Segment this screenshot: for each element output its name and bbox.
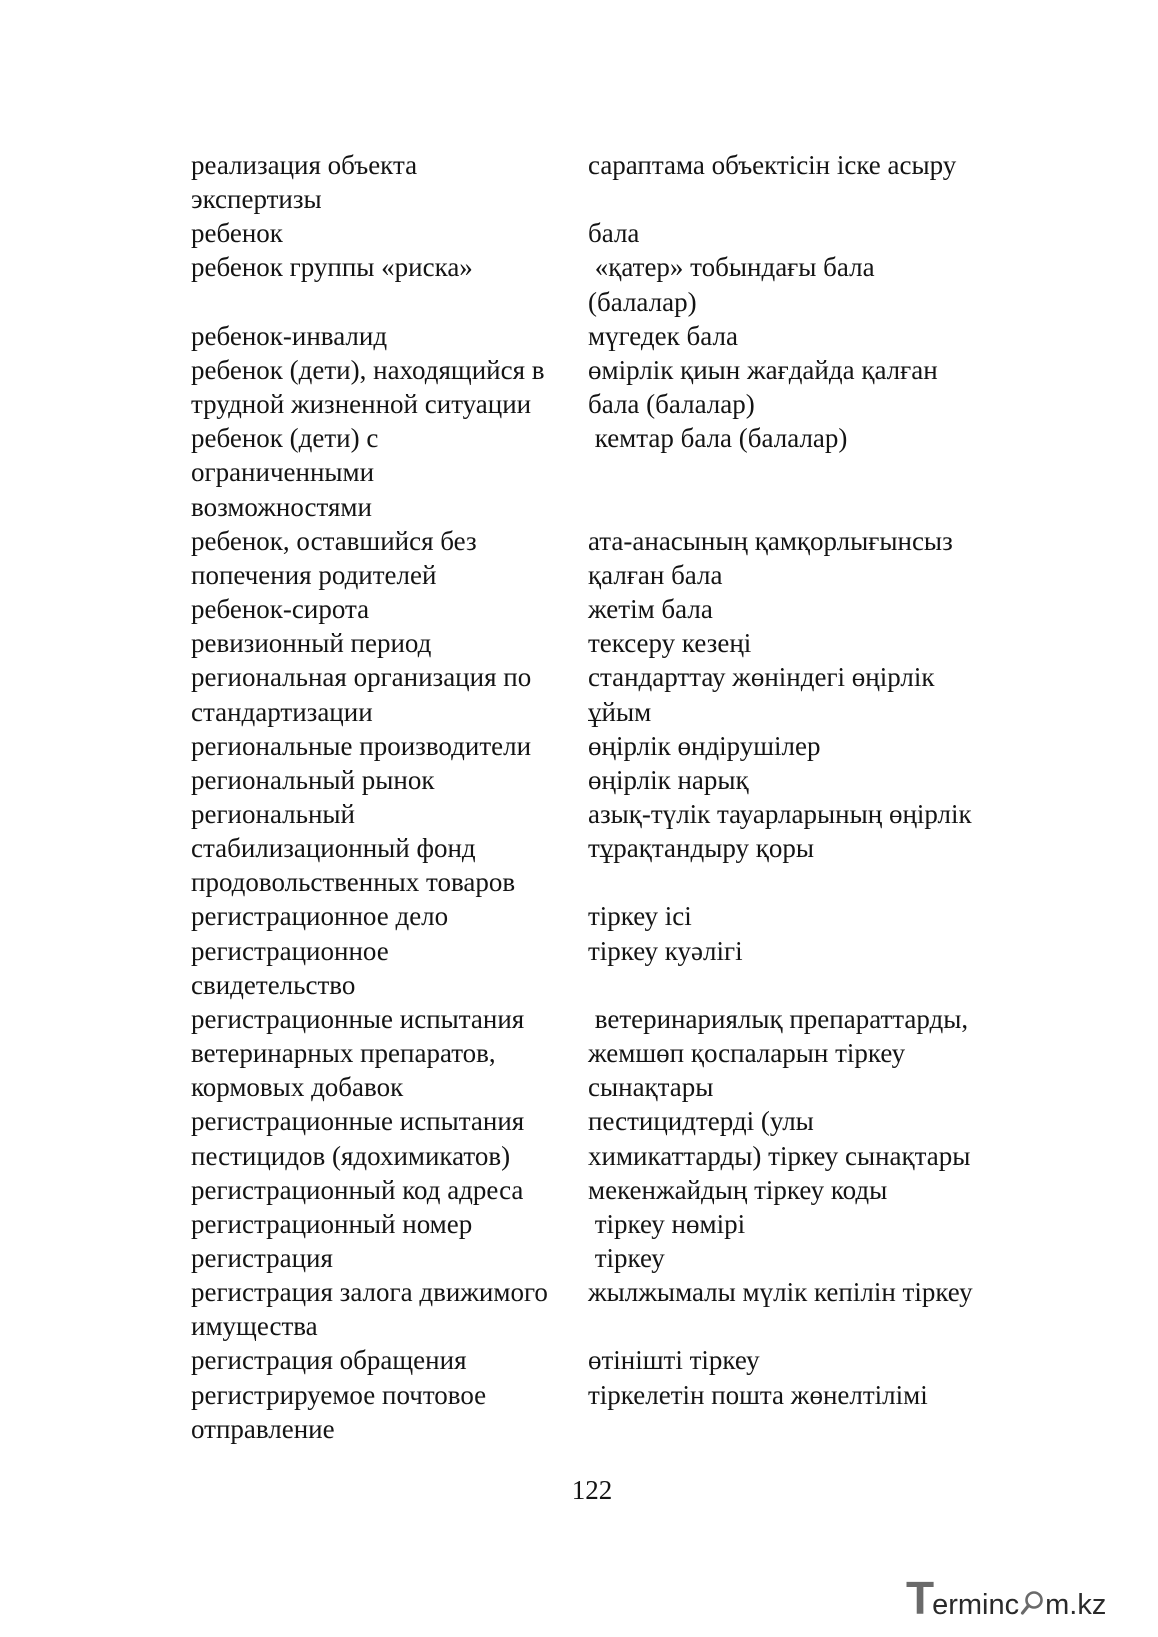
page-number: 122 [571,1475,613,1505]
russian-term-line: ребенок-инвалид [191,320,388,351]
russian-term-line: реализация объекта [191,150,418,180]
russian-term-line: стандартизации [191,696,373,727]
kazakh-term-line: мүгедек бала [588,320,738,351]
kazakh-term [588,592,1008,626]
russian-term [191,899,588,933]
kazakh-term [588,1002,1008,1104]
russian-term [191,421,588,523]
russian-term-line: региональный [191,798,356,829]
dictionary-entry [191,216,1011,250]
russian-term [191,1378,588,1446]
kazakh-term [588,1275,1008,1343]
kazakh-term [588,148,1008,216]
dictionary-entry [191,626,1011,660]
russian-term [191,763,588,797]
kazakh-term [588,1378,1008,1446]
russian-term-line: ограниченными [191,457,375,488]
russian-term [191,1275,588,1343]
dictionary-entries [191,148,1011,1446]
russian-term-line: кормовых добавок [191,1072,404,1103]
dictionary-entry [191,1343,1011,1377]
dictionary-entry [191,1173,1011,1207]
kazakh-term-line: тіркелетін пошта жөнелтілімі [588,1379,928,1410]
russian-term [191,660,588,728]
kazakh-term-line: жетім бала [588,594,713,625]
kazakh-term [588,1104,1008,1172]
dictionary-entry [191,934,1011,1002]
kazakh-term-line: тұрақтандыру қоры [588,833,814,864]
russian-term-line: ребенок-сирота [191,594,370,625]
magnifier-icon [1020,1590,1044,1616]
logo-letter-t: T [906,1572,935,1624]
dictionary-entry [191,592,1011,626]
kazakh-term [588,353,1008,421]
kazakh-term-line: қалған бала [588,559,723,590]
kazakh-term-line: стандарттау жөніндегі өңірлік [588,662,935,693]
russian-term-line: регистрация залога движимого [191,1277,548,1308]
russian-term-line: имущества [191,1311,318,1342]
russian-term-line: ветеринарных препаратов, [191,1038,496,1069]
russian-term-line: ребенок группы «риска» [191,252,473,283]
russian-term-line: ребенок, оставшийся без [191,525,477,556]
kazakh-term [588,319,1008,353]
russian-term [191,353,588,421]
kazakh-term-line: өмірлік қиын жағдайда қалған [588,354,938,385]
russian-term-line: возможностями [191,491,372,522]
kazakh-term-line: тіркеу ісі [588,901,692,932]
kazakh-term-line: тексеру кезеңі [588,628,752,659]
russian-term [191,934,588,1002]
kazakh-term-line: бала (балалар) [588,389,755,420]
russian-term [191,1207,588,1241]
russian-term [191,1104,588,1172]
russian-term-line: региональная организация по [191,662,532,693]
kazakh-term-line: тіркеу куәлігі [588,935,743,966]
russian-term-line: ревизионный период [191,628,432,659]
kazakh-term-line: кемтар бала (балалар) [588,423,848,454]
dictionary-entry [191,1275,1011,1343]
kazakh-term-line: (балалар) [588,286,697,317]
russian-term-line: ребенок (дети) с [191,423,379,454]
russian-term-line: регистрационные испытания [191,1003,525,1034]
russian-term-line: регистрационный номер [191,1208,473,1239]
kazakh-term [588,763,1008,797]
kazakh-term-line: өтінішті тіркеу [588,1345,760,1376]
russian-term [191,1343,588,1377]
kazakh-term-line: өңірлік өндірушілер [588,730,821,761]
russian-term-line: регистрируемое почтовое [191,1379,487,1410]
russian-term-line: ребенок (дети), находящийся в [191,354,545,385]
russian-term-line: регистрация [191,1243,333,1273]
russian-term-line: экспертизы [191,184,322,215]
kazakh-term [588,1241,1008,1275]
dictionary-entry [191,797,1011,899]
dictionary-entry [191,148,1011,216]
dictionary-entry [191,1002,1011,1104]
kazakh-term-line: жемшөп қоспаларын тіркеу [588,1038,906,1069]
russian-term-line: продовольственных товаров [191,867,516,898]
kazakh-term-line: ата-анасының қамқорлығынсыз [588,525,953,556]
kazakh-term [588,729,1008,763]
termincom-logo[interactable] [906,1572,1142,1624]
russian-term [191,216,588,250]
kazakh-term [588,250,1008,318]
russian-term [191,524,588,592]
kazakh-term-line: жылжымалы мүлік кепілін тіркеу [588,1277,973,1308]
kazakh-term [588,626,1008,660]
russian-term-line: пестицидов (ядохимикатов) [191,1140,511,1171]
logo-text-start: erminc [932,1589,1020,1621]
kazakh-term [588,1207,1008,1241]
kazakh-term [588,1343,1008,1377]
kazakh-term [588,1173,1008,1207]
russian-term [191,250,588,318]
kazakh-term-line: ұйым [588,696,652,727]
kazakh-term-line: сараптама объектісін іске асыру [588,150,957,180]
dictionary-entry [191,763,1011,797]
russian-term [191,1241,588,1275]
russian-term-line: регистрационный код адреса [191,1174,524,1205]
kazakh-term-line: химикаттарды) тіркеу сынақтары [588,1140,971,1171]
kazakh-term-line: ветеринариялық препараттарды, [588,1003,969,1034]
russian-term [191,319,588,353]
russian-term [191,148,588,216]
kazakh-term-line: пестицидтерді (улы [588,1106,814,1137]
russian-term-line: региональные производители [191,730,532,761]
dictionary-entry [191,899,1011,933]
dictionary-entry [191,1241,1011,1275]
dictionary-entry [191,524,1011,592]
russian-term [191,729,588,763]
russian-term [191,1002,588,1104]
kazakh-term [588,797,1008,899]
russian-term-line: трудной жизненной ситуации [191,389,532,420]
russian-term-line: регистрационное [191,935,389,966]
russian-term-line: ребенок [191,218,283,249]
dictionary-entry [191,729,1011,763]
kazakh-term [588,899,1008,933]
russian-term-line: отправление [191,1413,335,1444]
kazakh-term-line: өңірлік нарық [588,764,749,795]
kazakh-term [588,934,1008,1002]
dictionary-entry [191,1378,1011,1446]
kazakh-term-line: азық-түлік тауарларының өңірлік [588,798,972,829]
russian-term-line: регистрационные испытания [191,1106,525,1137]
dictionary-entry [191,421,1011,523]
kazakh-term [588,524,1008,592]
russian-term [191,1173,588,1207]
dictionary-entry [191,319,1011,353]
logo-text-end: m.kz [1045,1589,1107,1621]
russian-term-line: стабилизационный фонд [191,833,476,864]
kazakh-term [588,421,1008,523]
kazakh-term-line: «қатер» тобындағы бала [588,252,875,283]
kazakh-term-line: бала [588,218,640,249]
russian-term-line: региональный рынок [191,764,435,795]
kazakh-term-line: мекенжайдың тіркеу коды [588,1174,888,1205]
russian-term [191,626,588,660]
russian-term-line: свидетельство [191,969,356,1000]
russian-term [191,592,588,626]
kazakh-term-line: сынақтары [588,1072,714,1103]
kazakh-term [588,216,1008,250]
kazakh-term [588,660,1008,728]
russian-term-line: регистрационное дело [191,901,449,932]
dictionary-entry [191,1207,1011,1241]
dictionary-entry [191,353,1011,421]
kazakh-term-line: тіркеу [588,1243,665,1273]
dictionary-entry [191,1104,1011,1172]
russian-term [191,797,588,899]
kazakh-term-line: тіркеу нөмірі [588,1208,746,1239]
dictionary-entry [191,250,1011,318]
russian-term-line: попечения родителей [191,559,437,590]
russian-term-line: регистрация обращения [191,1345,467,1376]
dictionary-entry [191,660,1011,728]
